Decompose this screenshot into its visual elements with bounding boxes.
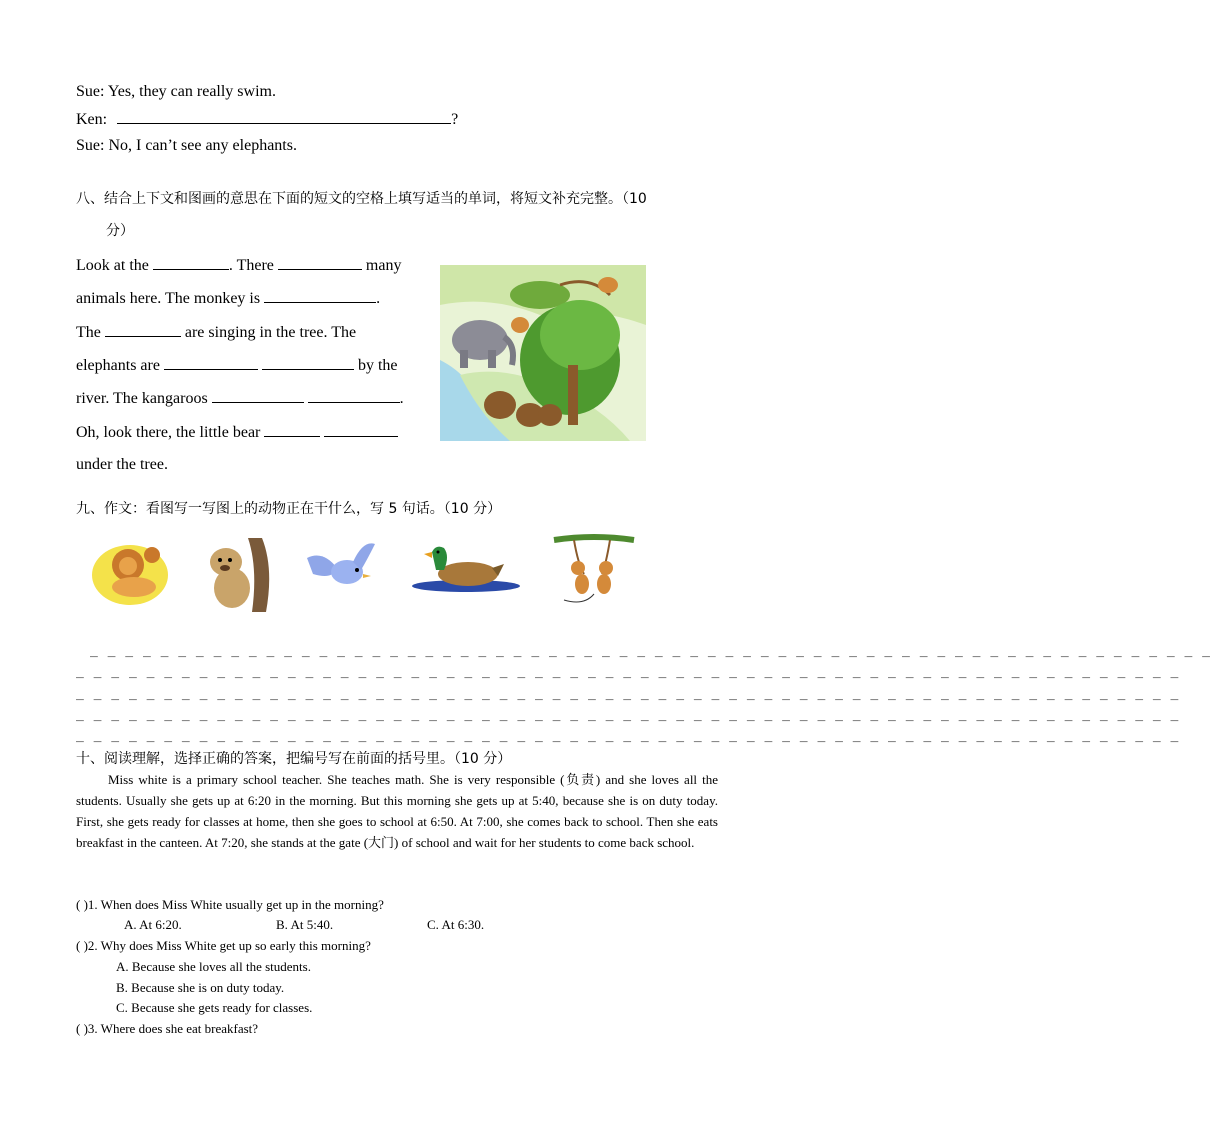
question-2: ( )2. Why does Miss White get up so early this morning? xyxy=(76,938,371,953)
passage-row-2 xyxy=(76,288,380,309)
text: . There xyxy=(228,257,274,274)
text: . xyxy=(399,390,404,407)
duck-icon xyxy=(410,542,526,594)
writing-line-4[interactable]: _ _ _ _ _ _ _ _ _ _ _ _ _ _ _ _ _ _ _ _ _ _ _ _ _ _ _ _ _ _ _ _ _ _ _ _ _ _ _ _ _ _ _ _ _ _ _ _ _ _ _ _ _ _ _ _ _ _ _ _ _ _ _ xyxy=(76,707,1180,722)
zoo-scene-picture xyxy=(440,265,646,441)
writing-line-3[interactable]: _ _ _ _ _ _ _ _ _ _ _ _ _ _ _ _ _ _ _ _ _ _ _ _ _ _ _ _ _ _ _ _ _ _ _ _ _ _ _ _ _ _ _ _ _ _ _ _ _ _ _ _ _ _ _ _ _ _ _ _ _ _ _ xyxy=(76,686,1180,701)
blank[interactable] xyxy=(262,355,354,370)
text: The xyxy=(76,324,101,341)
speaker-label: Ken: xyxy=(76,111,108,128)
blank[interactable] xyxy=(105,322,181,337)
question-1: ( )1. When does Miss White usually get up in the morning? xyxy=(76,897,384,912)
koala-icon xyxy=(198,538,282,612)
text: by the xyxy=(357,357,398,374)
q1-option-b[interactable]: B. At 5:40. xyxy=(276,917,334,932)
passage-row-6 xyxy=(76,422,398,443)
text: river. The kangaroos xyxy=(76,390,208,407)
passage-row-3 xyxy=(76,322,356,343)
blank[interactable] xyxy=(164,355,258,370)
answer-blank[interactable] xyxy=(117,109,451,124)
section-9-title: 九、作文：看图写一写图上的动物正在干什么，写 5 句话。（10 分） xyxy=(76,501,502,517)
question-mark: ? xyxy=(451,111,459,128)
passage-row-5 xyxy=(76,388,404,409)
text: many xyxy=(365,257,402,274)
blank[interactable] xyxy=(212,388,304,403)
section-8-title-cont: 分） xyxy=(106,223,134,239)
writing-line-5[interactable]: _ _ _ _ _ _ _ _ _ _ _ _ _ _ _ _ _ _ _ _ _ _ _ _ _ _ _ _ _ _ _ _ _ _ _ _ _ _ _ _ _ _ _ _ _ _ _ _ _ _ _ _ _ _ _ _ _ _ _ _ _ _ _ xyxy=(76,728,1180,743)
writing-line-2[interactable]: _ _ _ _ _ _ _ _ _ _ _ _ _ _ _ _ _ _ _ _ _ _ _ _ _ _ _ _ _ _ _ _ _ _ _ _ _ _ _ _ _ _ _ _ _ _ _ _ _ _ _ _ _ _ _ _ _ _ _ _ _ _ _ xyxy=(76,664,1180,679)
section-8-title: 八、结合上下文和图画的意思在下面的短文的空格上填写适当的单词，将短文补充完整。（10 xyxy=(76,191,647,207)
passage-row-4 xyxy=(76,355,398,376)
text: elephants are xyxy=(76,357,160,374)
reading-passage: Miss white is a primary school teacher. She teaches math. She is very responsible (负责) and she loves all the students. Usually she gets up at 6:20 in the morning. But this morning she gets up at 5:40, because she is on duty today. First, she gets ready for classes at home, then she goes to school at 6:50. At 7:00, she comes back to school. Then she eats breakfast in the canteen. At 7:20, she stands at the gate (大门) of school and wait for her students to come back school. xyxy=(76,772,718,850)
writing-line-1[interactable]: _ _ _ _ _ _ _ _ _ _ _ _ _ _ _ _ _ _ _ _ _ _ _ _ _ _ _ _ _ _ _ _ _ _ _ _ _ _ _ _ _ _ _ _ _ _ _ _ _ _ _ _ _ _ _ _ _ _ _ _ _ _ _ _ xyxy=(90,643,1211,658)
q1-option-c[interactable]: C. At 6:30. xyxy=(427,917,485,932)
text: are singing in the tree. The xyxy=(184,324,357,341)
text: Look at the xyxy=(76,257,149,274)
lion-icon xyxy=(90,537,170,607)
dialogue-line-3: Sue: No, I can’t see any elephants. xyxy=(76,137,297,154)
blank[interactable] xyxy=(264,422,320,437)
blank[interactable] xyxy=(278,255,362,270)
blank[interactable] xyxy=(324,422,398,437)
text: . xyxy=(376,290,381,307)
blank[interactable] xyxy=(264,288,376,303)
passage-row-7: under the tree. xyxy=(76,456,168,473)
q1-option-a[interactable]: A. At 6:20. xyxy=(124,917,182,932)
passage-row-1 xyxy=(76,255,401,276)
dialogue-line-2 xyxy=(76,109,458,130)
q2-option-a[interactable]: A. Because she loves all the students. xyxy=(116,959,311,974)
question-3: ( )3. Where does she eat breakfast? xyxy=(76,1021,259,1036)
monkey-icon xyxy=(554,534,634,608)
blank[interactable] xyxy=(153,255,229,270)
bird-icon xyxy=(303,540,377,590)
blank[interactable] xyxy=(308,388,400,403)
q2-option-b[interactable]: B. Because she is on duty today. xyxy=(116,980,285,995)
dialogue-line-1: Sue: Yes, they can really swim. xyxy=(76,83,276,100)
text: Oh, look there, the little bear xyxy=(76,424,261,441)
q2-option-c[interactable]: C. Because she gets ready for classes. xyxy=(116,1000,313,1015)
text: animals here. The monkey is xyxy=(76,290,261,307)
section-10-title: 十、阅读理解，选择正确的答案，把编号写在前面的括号里。（10 分） xyxy=(76,751,512,767)
